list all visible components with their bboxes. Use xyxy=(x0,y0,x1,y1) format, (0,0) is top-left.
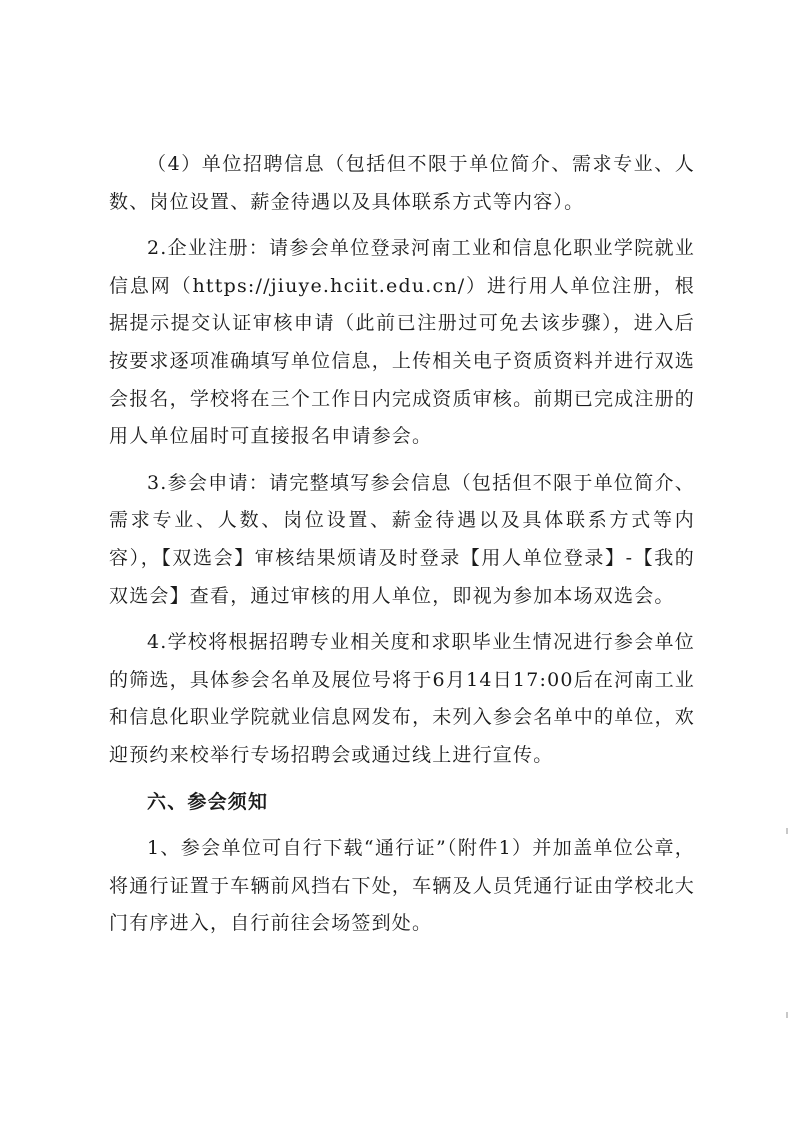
paragraph-recruitment-info: （4）单位招聘信息（包括但不限于单位简介、需求专业、人数、岗位设置、薪金待遇以及具体联系方式等内容）。 xyxy=(109,153,695,213)
section-heading-notice: 六、参会须知 xyxy=(147,790,269,813)
paragraph-company-registration: 2.企业注册：请参会单位登录河南工业和信息化职业学院就业信息网（https://jiuye.hciit.edu.cn/）进行用人单位注册，根据提示提交认证审核申请（此前已注册过可免去该步骤），进入后按要求逐项准确填写单位信息，上传相关电子资质资料并进行双选会报名，学校将在三个工作日内完成资质审核。前期已完成注册的用人单位届时可直接报名申请参会。 xyxy=(109,237,695,448)
paragraph-screening: 4.学校将根据招聘专业相关度和求职毕业生情况进行参会单位的筛选，具体参会名单及展位号将于6月14日17:00后在河南工业和信息化职业学院就业信息网发布，未列入参会名单中的单位，欢迎预约来校举行专场招聘会或通过线上进行宣传。 xyxy=(109,631,695,766)
document-body xyxy=(109,146,695,943)
paragraph-participation-application: 3.参会申请：请完整填写参会信息（包括但不限于单位简介、需求专业、人数、岗位设置、薪金待遇以及具体联系方式等内容），【双选会】审核结果烦请及时登录【用人单位登录】-【我的双选会】查看，通过审核的用人单位，即视为参加本场双选会。 xyxy=(109,471,695,607)
scan-artifact-mark xyxy=(786,1012,788,1018)
paragraph-pass-notice: 1、参会单位可自行下载“通行证”（附件1）并加盖单位公章，将通行证置于车辆前风挡右下处，车辆及人员凭通行证由学校北大门有序进入，自行前往会场签到处。 xyxy=(109,837,695,935)
scan-artifact-mark xyxy=(786,828,788,834)
